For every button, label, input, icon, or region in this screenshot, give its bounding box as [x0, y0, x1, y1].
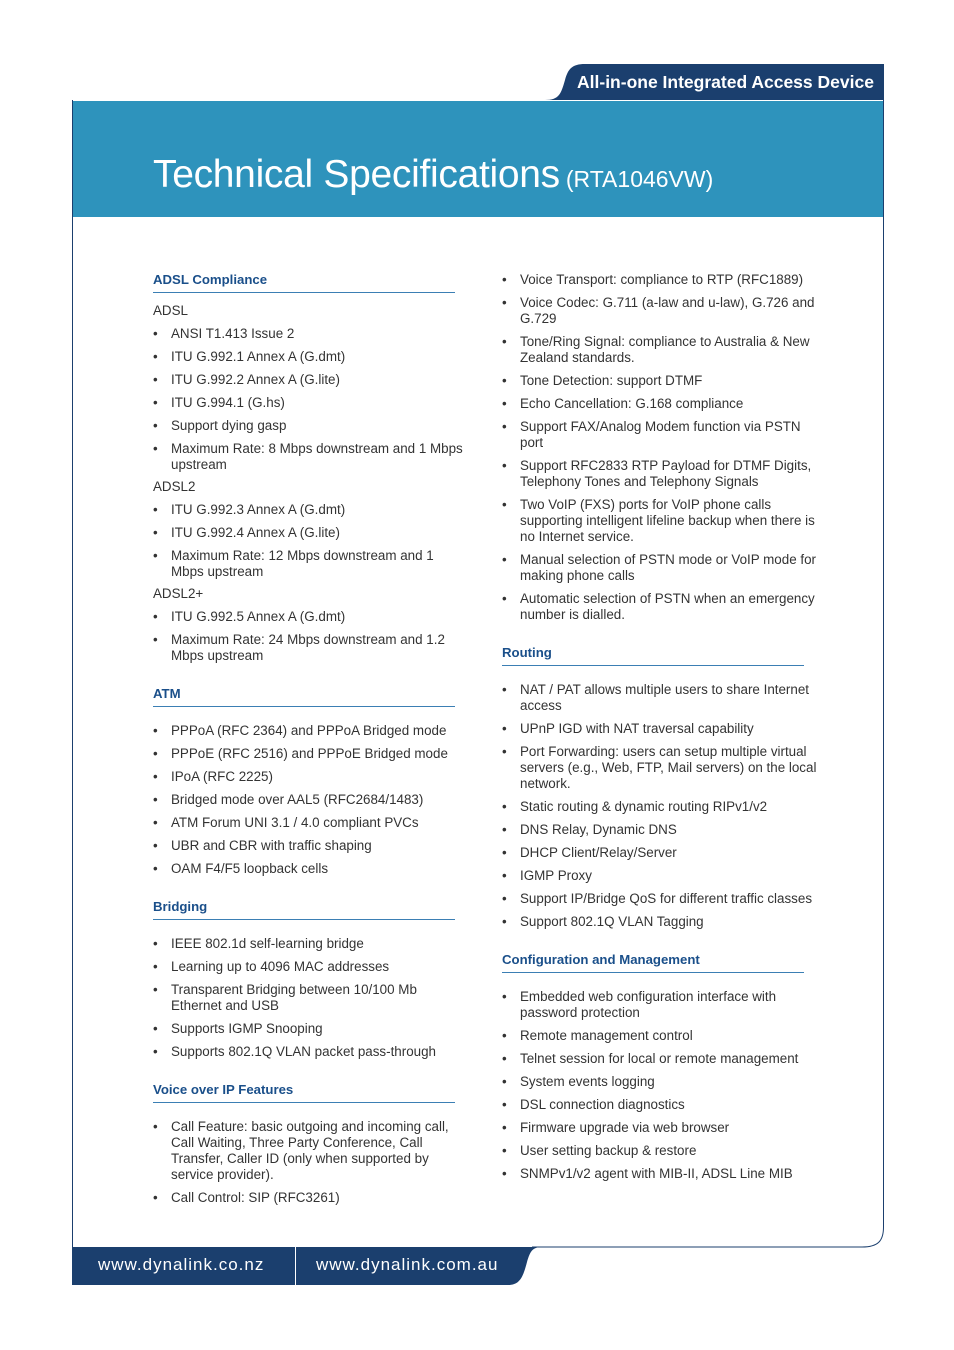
spec-item: • IEEE 802.1d self-learning bridge: [153, 936, 463, 952]
page-title: [153, 155, 713, 194]
spec-item: • Two VoIP (FXS) ports for VoIP phone calls supporting intelligent lifeline backup when there is no Internet service.: [502, 497, 822, 545]
left-column: [153, 264, 463, 1206]
spec-item: • Maximum Rate: 8 Mbps downstream and 1 Mbps upstream: [153, 441, 463, 473]
spec-item: • Call Control: SIP (RFC3261): [153, 1190, 463, 1206]
spec-item: • IPoA (RFC 2225): [153, 769, 463, 785]
spec-item: • System events logging: [502, 1074, 822, 1090]
subsection-label: ADSL: [153, 303, 188, 318]
title-text: Technical Specifications: [153, 153, 560, 196]
spec-item: • Tone Detection: support DTMF: [502, 373, 822, 389]
spec-item: • ITU G.992.2 Annex A (G.lite): [153, 372, 463, 388]
spec-item: • Supports 802.1Q VLAN packet pass-through: [153, 1044, 463, 1060]
model-number: (RTA1046VW): [565, 166, 714, 192]
spec-list: [153, 326, 463, 473]
spec-item: • NAT / PAT allows multiple users to share Internet access: [502, 682, 822, 714]
spec-list: [502, 682, 822, 930]
spec-item: • Support IP/Bridge QoS for different traffic classes: [502, 891, 822, 907]
product-tagline: All-in-one Integrated Access Device: [577, 72, 874, 92]
header-tab: [545, 64, 884, 100]
spec-item: • Firmware upgrade via web browser: [502, 1120, 822, 1136]
section-heading: Routing: [502, 637, 804, 666]
spec-item: • Maximum Rate: 24 Mbps downstream and 1.2 Mbps upstream: [153, 632, 463, 664]
spec-list: [153, 609, 463, 664]
spec-item: • Embedded web configuration interface with password protection: [502, 989, 822, 1021]
spec-item: • ATM Forum UNI 3.1 / 4.0 compliant PVCs: [153, 815, 463, 831]
spec-item: • Static routing & dynamic routing RIPv1/v2: [502, 799, 822, 815]
section-heading: Voice over IP Features: [153, 1074, 455, 1103]
spec-list: [153, 723, 463, 877]
spec-item: • ITU G.992.4 Annex A (G.lite): [153, 525, 463, 541]
section-heading: ADSL Compliance: [153, 264, 455, 293]
spec-item: • DNS Relay, Dynamic DNS: [502, 822, 822, 838]
spec-item: • Maximum Rate: 12 Mbps downstream and 1 Mbps upstream: [153, 548, 463, 580]
spec-item: • ANSI T1.413 Issue 2: [153, 326, 463, 342]
spec-item: • ITU G.992.5 Annex A (G.dmt): [153, 609, 463, 625]
spec-item: • UBR and CBR with traffic shaping: [153, 838, 463, 854]
subsection-label: ADSL2+: [153, 586, 204, 601]
subsection-label: ADSL2: [153, 479, 196, 494]
spec-item: • Remote management control: [502, 1028, 822, 1044]
spec-item: • User setting backup & restore: [502, 1143, 822, 1159]
spec-item: • Supports IGMP Snooping: [153, 1021, 463, 1037]
spec-item: • DHCP Client/Relay/Server: [502, 845, 822, 861]
spec-item: • Support 802.1Q VLAN Tagging: [502, 914, 822, 930]
spec-item: • UPnP IGD with NAT traversal capability: [502, 721, 822, 737]
spec-list: [153, 1119, 463, 1206]
spec-item: • Tone/Ring Signal: compliance to Australia & New Zealand standards.: [502, 334, 822, 366]
section-heading: Configuration and Management: [502, 944, 804, 973]
spec-item: • Support RFC2833 RTP Payload for DTMF Digits, Telephony Tones and Telephony Signals: [502, 458, 822, 490]
spec-item: • PPPoE (RFC 2516) and PPPoE Bridged mode: [153, 746, 463, 762]
footer-bar: [72, 1247, 542, 1285]
spec-item: • ITU G.992.1 Annex A (G.dmt): [153, 349, 463, 365]
spec-item: • Automatic selection of PSTN when an emergency number is dialled.: [502, 591, 822, 623]
spec-item: • SNMPv1/v2 agent with MIB-II, ADSL Line MIB: [502, 1166, 822, 1182]
spec-item: • Manual selection of PSTN mode or VoIP mode for making phone calls: [502, 552, 822, 584]
spec-item: • Call Feature: basic outgoing and incoming call, Call Waiting, Three Party Conference, Call Transfer, Caller ID (only when supported by service provider).: [153, 1119, 463, 1183]
spec-item: • IGMP Proxy: [502, 868, 822, 884]
spec-item: • Telnet session for local or remote management: [502, 1051, 822, 1067]
spec-item: • Voice Transport: compliance to RTP (RFC1889): [502, 272, 822, 288]
spec-item: • Support FAX/Analog Modem function via PSTN port: [502, 419, 822, 451]
spec-list: [502, 989, 822, 1182]
spec-list: [153, 502, 463, 580]
footer-link-nz[interactable]: www.dynalink.co.nz: [98, 1255, 265, 1274]
spec-item: • Learning up to 4096 MAC addresses: [153, 959, 463, 975]
spec-list: [502, 272, 822, 623]
spec-item: • Transparent Bridging between 10/100 Mb Ethernet and USB: [153, 982, 463, 1014]
title-banner: [73, 101, 883, 217]
section-heading: ATM: [153, 678, 455, 707]
spec-item: • Support dying gasp: [153, 418, 463, 434]
spec-item: • Bridged mode over AAL5 (RFC2684/1483): [153, 792, 463, 808]
spec-item: • PPPoA (RFC 2364) and PPPoA Bridged mode: [153, 723, 463, 739]
spec-item: • ITU G.994.1 (G.hs): [153, 395, 463, 411]
right-column: [502, 264, 822, 1182]
spec-item: • ITU G.992.3 Annex A (G.dmt): [153, 502, 463, 518]
spec-list: [153, 936, 463, 1060]
spec-item: • Voice Codec: G.711 (a-law and u-law), G.726 and G.729: [502, 295, 822, 327]
spec-item: • OAM F4/F5 loopback cells: [153, 861, 463, 877]
spec-item: • Port Forwarding: users can setup multiple virtual servers (e.g., Web, FTP, Mail servers) on the local network.: [502, 744, 822, 792]
section-heading: Bridging: [153, 891, 455, 920]
spec-item: • DSL connection diagnostics: [502, 1097, 822, 1113]
footer-link-au[interactable]: www.dynalink.com.au: [316, 1255, 499, 1274]
spec-item: • Echo Cancellation: G.168 compliance: [502, 396, 822, 412]
